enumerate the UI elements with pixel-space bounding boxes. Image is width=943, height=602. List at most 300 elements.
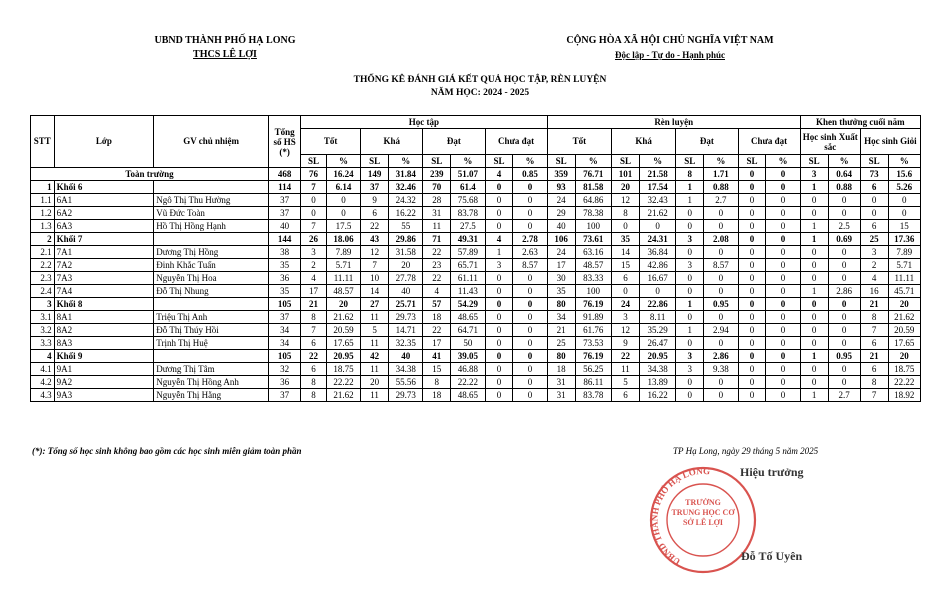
cell-value: 2.86 [704, 350, 738, 363]
cell-value: 14 [361, 285, 389, 298]
cell-value: 21.58 [639, 168, 675, 181]
cell-value: 48.65 [451, 311, 485, 324]
cell-value: 0 [326, 194, 360, 207]
cell-lop: Khối 8 [54, 298, 154, 311]
cell-value: 21.62 [326, 389, 360, 402]
cell-value: 61.76 [575, 324, 611, 337]
cell-value: 0 [738, 285, 766, 298]
cell-value: 0 [800, 376, 828, 389]
cell-value: 5 [361, 324, 389, 337]
cell-value: 2.86 [828, 285, 860, 298]
header-ht-tot: Tốt [301, 129, 361, 155]
cell-value: 14.71 [389, 324, 423, 337]
cell-value: 15 [888, 220, 920, 233]
header-rl-chua-dat: Chưa đạt [738, 129, 800, 155]
cell-total: 37 [269, 311, 301, 324]
cell-value: 1 [800, 350, 828, 363]
cell-value: 0 [704, 285, 738, 298]
cell-stt: 2.1 [31, 246, 55, 259]
header-pct: % [828, 155, 860, 168]
cell-value: 0 [485, 194, 513, 207]
cell-value: 24.31 [639, 233, 675, 246]
header-stt: STT [31, 116, 55, 168]
table-row [31, 233, 921, 246]
cell-value: 40 [389, 350, 423, 363]
cell-value: 6 [361, 207, 389, 220]
cell-value: 0 [738, 311, 766, 324]
cell-value: 7 [860, 324, 888, 337]
statistics-table [30, 115, 921, 402]
cell-value: 0 [704, 246, 738, 259]
cell-value: 0 [800, 363, 828, 376]
header-hs-gioi: Học sinh Giỏi [860, 129, 920, 155]
cell-value: 0 [704, 389, 738, 402]
cell-stt: 4.1 [31, 363, 55, 376]
header-sl: SL [361, 155, 389, 168]
cell-value: 64.86 [575, 194, 611, 207]
table-row [31, 363, 921, 376]
cell-lop: 7A3 [54, 272, 154, 285]
cell-value: 20.95 [639, 350, 675, 363]
cell-stt: 2.2 [31, 259, 55, 272]
cell-value: 0 [828, 324, 860, 337]
cell-stt: 2.4 [31, 285, 55, 298]
cell-value: 0 [513, 350, 547, 363]
cell-value: 1 [800, 233, 828, 246]
cell-value: 0 [676, 376, 704, 389]
cell-value: 18 [423, 311, 451, 324]
cell-value: 8 [301, 376, 327, 389]
cell-value: 40 [389, 285, 423, 298]
cell-total: 36 [269, 376, 301, 389]
cell-value: 0 [676, 246, 704, 259]
cell-value: 91.89 [575, 311, 611, 324]
cell-value: 83.33 [575, 272, 611, 285]
cell-value: 7 [301, 324, 327, 337]
cell-total: 40 [269, 220, 301, 233]
cell-stt: 3.2 [31, 324, 55, 337]
cell-gv: Đỗ Thị Nhung [154, 285, 269, 298]
table-row [31, 181, 921, 194]
cell-value: 7 [860, 389, 888, 402]
cell-value: 22 [423, 272, 451, 285]
cell-value: 18.75 [326, 363, 360, 376]
cell-value: 29.86 [389, 233, 423, 246]
cell-lop: 7A1 [54, 246, 154, 259]
document-title [300, 74, 660, 100]
cell-value: 21.62 [639, 207, 675, 220]
cell-value: 0 [800, 246, 828, 259]
cell-value: 0 [766, 337, 800, 350]
cell-value: 0 [513, 194, 547, 207]
cell-lop: 9A3 [54, 389, 154, 402]
cell-value: 2.5 [828, 220, 860, 233]
cell-value: 2.7 [704, 194, 738, 207]
cell-value: 0 [704, 220, 738, 233]
cell-value: 239 [423, 168, 451, 181]
header-rl-kha: Khá [612, 129, 676, 155]
cell-value: 17.65 [326, 337, 360, 350]
cell-total: 105 [269, 298, 301, 311]
cell-stt: 1 [31, 181, 55, 194]
cell-value: 0 [612, 220, 640, 233]
cell-value: 0 [301, 207, 327, 220]
cell-gv [154, 298, 269, 311]
cell-value: 17 [423, 337, 451, 350]
cell-value: 9.38 [704, 363, 738, 376]
header-pct: % [389, 155, 423, 168]
cell-value: 0 [766, 350, 800, 363]
cell-value: 1 [676, 298, 704, 311]
cell-value: 0 [704, 272, 738, 285]
header-khen-thuong: Khen thưởng cuối năm [800, 116, 920, 129]
cell-value: 7 [361, 259, 389, 272]
cell-value: 65.71 [451, 259, 485, 272]
header-sl: SL [301, 155, 327, 168]
cell-value: 3 [676, 350, 704, 363]
cell-value: 29.73 [389, 389, 423, 402]
cell-gv: Hồ Thị Hồng Hạnh [154, 220, 269, 233]
cell-gv: Ngô Thị Thu Hường [154, 194, 269, 207]
table-row [31, 272, 921, 285]
cell-value: 0 [828, 272, 860, 285]
cell-value: 21 [860, 350, 888, 363]
cell-value: 3 [612, 311, 640, 324]
cell-value: 21 [860, 298, 888, 311]
cell-value: 14 [612, 246, 640, 259]
cell-value: 20.59 [326, 324, 360, 337]
cell-value: 26 [301, 233, 327, 246]
cell-total: 34 [269, 337, 301, 350]
cell-value: 6 [301, 363, 327, 376]
cell-value: 8 [612, 207, 640, 220]
cell-value: 0 [513, 376, 547, 389]
cell-value: 0.95 [828, 350, 860, 363]
cell-value: 11.11 [888, 272, 920, 285]
stamp-center-text: TRƯỜNG TRUNG HỌC CƠ SỞ LÊ LỢI [671, 498, 735, 527]
cell-value: 7.89 [888, 246, 920, 259]
cell-value: 20 [612, 181, 640, 194]
cell-value: 0 [766, 207, 800, 220]
cell-value: 9 [361, 194, 389, 207]
cell-value: 0 [676, 389, 704, 402]
cell-value: 0 [639, 285, 675, 298]
header-pct: % [575, 155, 611, 168]
cell-value: 29.73 [389, 311, 423, 324]
cell-value: 11.43 [451, 285, 485, 298]
cell-value: 0 [738, 324, 766, 337]
cell-value: 24 [547, 194, 575, 207]
cell-stt: 3.1 [31, 311, 55, 324]
cell-value: 48.57 [326, 285, 360, 298]
table-row [31, 259, 921, 272]
cell-value: 149 [361, 168, 389, 181]
cell-value: 0 [704, 311, 738, 324]
cell-value: 0 [766, 246, 800, 259]
header-ren-luyen: Rèn luyện [547, 116, 800, 129]
cell-value: 56.25 [575, 363, 611, 376]
cell-value: 21.62 [888, 311, 920, 324]
cell-value: 0 [800, 207, 828, 220]
cell-value: 31.58 [389, 246, 423, 259]
cell-value: 4 [301, 272, 327, 285]
header-tong: Tổng số HS (*) [269, 116, 301, 168]
cell-value: 24.32 [389, 194, 423, 207]
cell-value: 0 [766, 363, 800, 376]
cell-value: 5.71 [888, 259, 920, 272]
cell-value: 0 [828, 259, 860, 272]
header-sl: SL [423, 155, 451, 168]
cell-value: 8 [676, 168, 704, 181]
cell-value: 0 [766, 311, 800, 324]
cell-value: 24 [612, 298, 640, 311]
cell-gv: Đinh Khắc Tuấn [154, 259, 269, 272]
cell-value: 18 [423, 389, 451, 402]
title-line1: THỐNG KÊ ĐÁNH GIÁ KẾT QUẢ HỌC TẬP, RÈN LUYỆN [353, 75, 607, 85]
cell-lop: Khối 9 [54, 350, 154, 363]
cell-value: 0 [704, 337, 738, 350]
cell-value: 3 [676, 233, 704, 246]
header-hoc-tap: Học tập [301, 116, 548, 129]
cell-value: 55 [389, 220, 423, 233]
table-row [31, 350, 921, 363]
nation-header [555, 34, 785, 62]
cell-value: 0 [676, 311, 704, 324]
cell-value: 0 [860, 194, 888, 207]
cell-value: 22 [361, 220, 389, 233]
cell-value: 1 [676, 181, 704, 194]
cell-value: 0 [738, 272, 766, 285]
cell-value: 0 [766, 285, 800, 298]
cell-value: 20 [888, 350, 920, 363]
cell-value: 0 [860, 207, 888, 220]
cell-value: 34 [547, 311, 575, 324]
table-row [31, 168, 921, 181]
cell-value: 0 [301, 194, 327, 207]
cell-value: 5.71 [326, 259, 360, 272]
cell-value: 20 [326, 298, 360, 311]
cell-total: 37 [269, 207, 301, 220]
cell-value: 0 [766, 194, 800, 207]
cell-value: 27.78 [389, 272, 423, 285]
cell-value: 0 [485, 363, 513, 376]
cell-value: 1.71 [704, 168, 738, 181]
cell-value: 0 [828, 376, 860, 389]
cell-value: 4 [860, 272, 888, 285]
cell-lop: 8A1 [54, 311, 154, 324]
table-row [31, 246, 921, 259]
cell-value: 0 [513, 311, 547, 324]
cell-value: 15 [423, 363, 451, 376]
cell-value: 0 [639, 220, 675, 233]
cell-value: 55.56 [389, 376, 423, 389]
header-pct: % [513, 155, 547, 168]
cell-value: 0 [738, 233, 766, 246]
cell-value: 0.85 [513, 168, 547, 181]
cell-value: 16.22 [639, 389, 675, 402]
table-row [31, 298, 921, 311]
cell-value: 26.47 [639, 337, 675, 350]
cell-value: 22 [423, 324, 451, 337]
cell-value: 36.84 [639, 246, 675, 259]
header-sl: SL [800, 155, 828, 168]
cell-value: 0 [485, 389, 513, 402]
header-lop: Lớp [54, 116, 154, 168]
cell-value: 8 [423, 376, 451, 389]
table-row [31, 207, 921, 220]
cell-value: 34.38 [639, 363, 675, 376]
nation-motto: Độc lập - Tự do - Hạnh phúc [614, 50, 725, 60]
cell-value: 45.71 [888, 285, 920, 298]
cell-value: 76.19 [575, 350, 611, 363]
cell-value: 27.5 [451, 220, 485, 233]
cell-value: 27 [361, 298, 389, 311]
cell-value: 2.7 [828, 389, 860, 402]
cell-value: 42 [361, 350, 389, 363]
cell-value: 6 [612, 389, 640, 402]
cell-value: 78.38 [575, 207, 611, 220]
cell-value: 1 [676, 324, 704, 337]
signer-title: Hiệu trưởng [740, 465, 804, 479]
header-pct: % [451, 155, 485, 168]
cell-lop: 8A3 [54, 337, 154, 350]
cell-value: 49.31 [451, 233, 485, 246]
cell-value: 42.86 [639, 259, 675, 272]
cell-value: 21 [301, 298, 327, 311]
cell-value: 0 [704, 376, 738, 389]
cell-value: 0 [828, 298, 860, 311]
cell-value: 75.68 [451, 194, 485, 207]
cell-value: 12 [612, 324, 640, 337]
cell-value: 0 [738, 389, 766, 402]
cell-value: 80 [547, 298, 575, 311]
cell-value: 48.57 [575, 259, 611, 272]
cell-value: 71 [423, 233, 451, 246]
cell-value: 57.89 [451, 246, 485, 259]
cell-value: 13.89 [639, 376, 675, 389]
cell-value: 0 [485, 272, 513, 285]
cell-value: 76.71 [575, 168, 611, 181]
cell-value: 0.88 [704, 181, 738, 194]
cell-value: 6 [612, 272, 640, 285]
cell-value: 3 [676, 363, 704, 376]
cell-value: 10 [361, 272, 389, 285]
table-row [31, 194, 921, 207]
cell-value: 0 [485, 324, 513, 337]
cell-gv: Dương Thị Hồng [154, 246, 269, 259]
cell-lop: Khối 7 [54, 233, 154, 246]
cell-value: 21.62 [326, 311, 360, 324]
cell-value: 8 [860, 376, 888, 389]
cell-value: 35 [547, 285, 575, 298]
org-header [150, 34, 300, 62]
cell-value: 76.19 [575, 298, 611, 311]
cell-value: 0 [676, 285, 704, 298]
cell-value: 6 [860, 363, 888, 376]
cell-value: 15 [612, 259, 640, 272]
cell-lop: 6A2 [54, 207, 154, 220]
cell-value: 100 [575, 220, 611, 233]
cell-value: 2.08 [704, 233, 738, 246]
cell-value: 17.5 [326, 220, 360, 233]
cell-value: 4 [485, 233, 513, 246]
cell-value: 0 [766, 272, 800, 285]
header-pct: % [326, 155, 360, 168]
cell-value: 3 [800, 168, 828, 181]
cell-value: 17.36 [888, 233, 920, 246]
cell-value: 0 [676, 272, 704, 285]
cell-stt: 1.2 [31, 207, 55, 220]
cell-value: 81.58 [575, 181, 611, 194]
cell-value: 359 [547, 168, 575, 181]
header-pct: % [639, 155, 675, 168]
cell-value: 21 [547, 324, 575, 337]
cell-value: 31.84 [389, 168, 423, 181]
cell-value: 0 [485, 220, 513, 233]
cell-total: 38 [269, 246, 301, 259]
cell-gv [154, 350, 269, 363]
cell-value: 8.11 [639, 311, 675, 324]
cell-value: 0.64 [828, 168, 860, 181]
header-rl-tot: Tốt [547, 129, 611, 155]
cell-value: 34.38 [389, 363, 423, 376]
cell-value: 0 [800, 272, 828, 285]
cell-value: 0 [513, 272, 547, 285]
cell-value: 0 [513, 285, 547, 298]
cell-value: 43 [361, 233, 389, 246]
cell-value: 7 [301, 181, 327, 194]
cell-value: 11 [361, 311, 389, 324]
cell-value: 54.29 [451, 298, 485, 311]
cell-value: 35.29 [639, 324, 675, 337]
cell-gv [154, 233, 269, 246]
cell-total: 114 [269, 181, 301, 194]
header-ht-kha: Khá [361, 129, 423, 155]
cell-value: 0 [766, 233, 800, 246]
header-sl: SL [485, 155, 513, 168]
cell-value: 0 [800, 337, 828, 350]
cell-value: 16 [860, 285, 888, 298]
cell-value: 0 [326, 207, 360, 220]
cell-value: 31 [547, 376, 575, 389]
cell-value: 18.92 [888, 389, 920, 402]
cell-value: 20 [361, 376, 389, 389]
cell-value: 0 [766, 298, 800, 311]
cell-value: 32.35 [389, 337, 423, 350]
cell-value: 0 [738, 181, 766, 194]
cell-value: 0 [738, 298, 766, 311]
cell-value: 0 [738, 220, 766, 233]
cell-value: 0 [828, 194, 860, 207]
cell-value: 11 [361, 363, 389, 376]
stamp-ring-text: UBND THÀNH PHỐ HẠ LONG [649, 465, 711, 567]
cell-total: 35 [269, 285, 301, 298]
cell-value: 6 [860, 337, 888, 350]
cell-value: 31 [547, 389, 575, 402]
signer-name: Đỗ Tố Uyên [741, 549, 803, 563]
org-line1: UBND THÀNH PHỐ HẠ LONG [154, 35, 296, 46]
cell-value: 73.53 [575, 337, 611, 350]
cell-value: 0 [766, 181, 800, 194]
cell-value: 3 [301, 246, 327, 259]
header-pct: % [766, 155, 800, 168]
header-gv: GV chủ nhiệm [154, 116, 269, 168]
cell-value: 39.05 [451, 350, 485, 363]
cell-value: 8.57 [513, 259, 547, 272]
cell-value: 0 [513, 207, 547, 220]
header-sl: SL [738, 155, 766, 168]
cell-value: 20 [888, 298, 920, 311]
